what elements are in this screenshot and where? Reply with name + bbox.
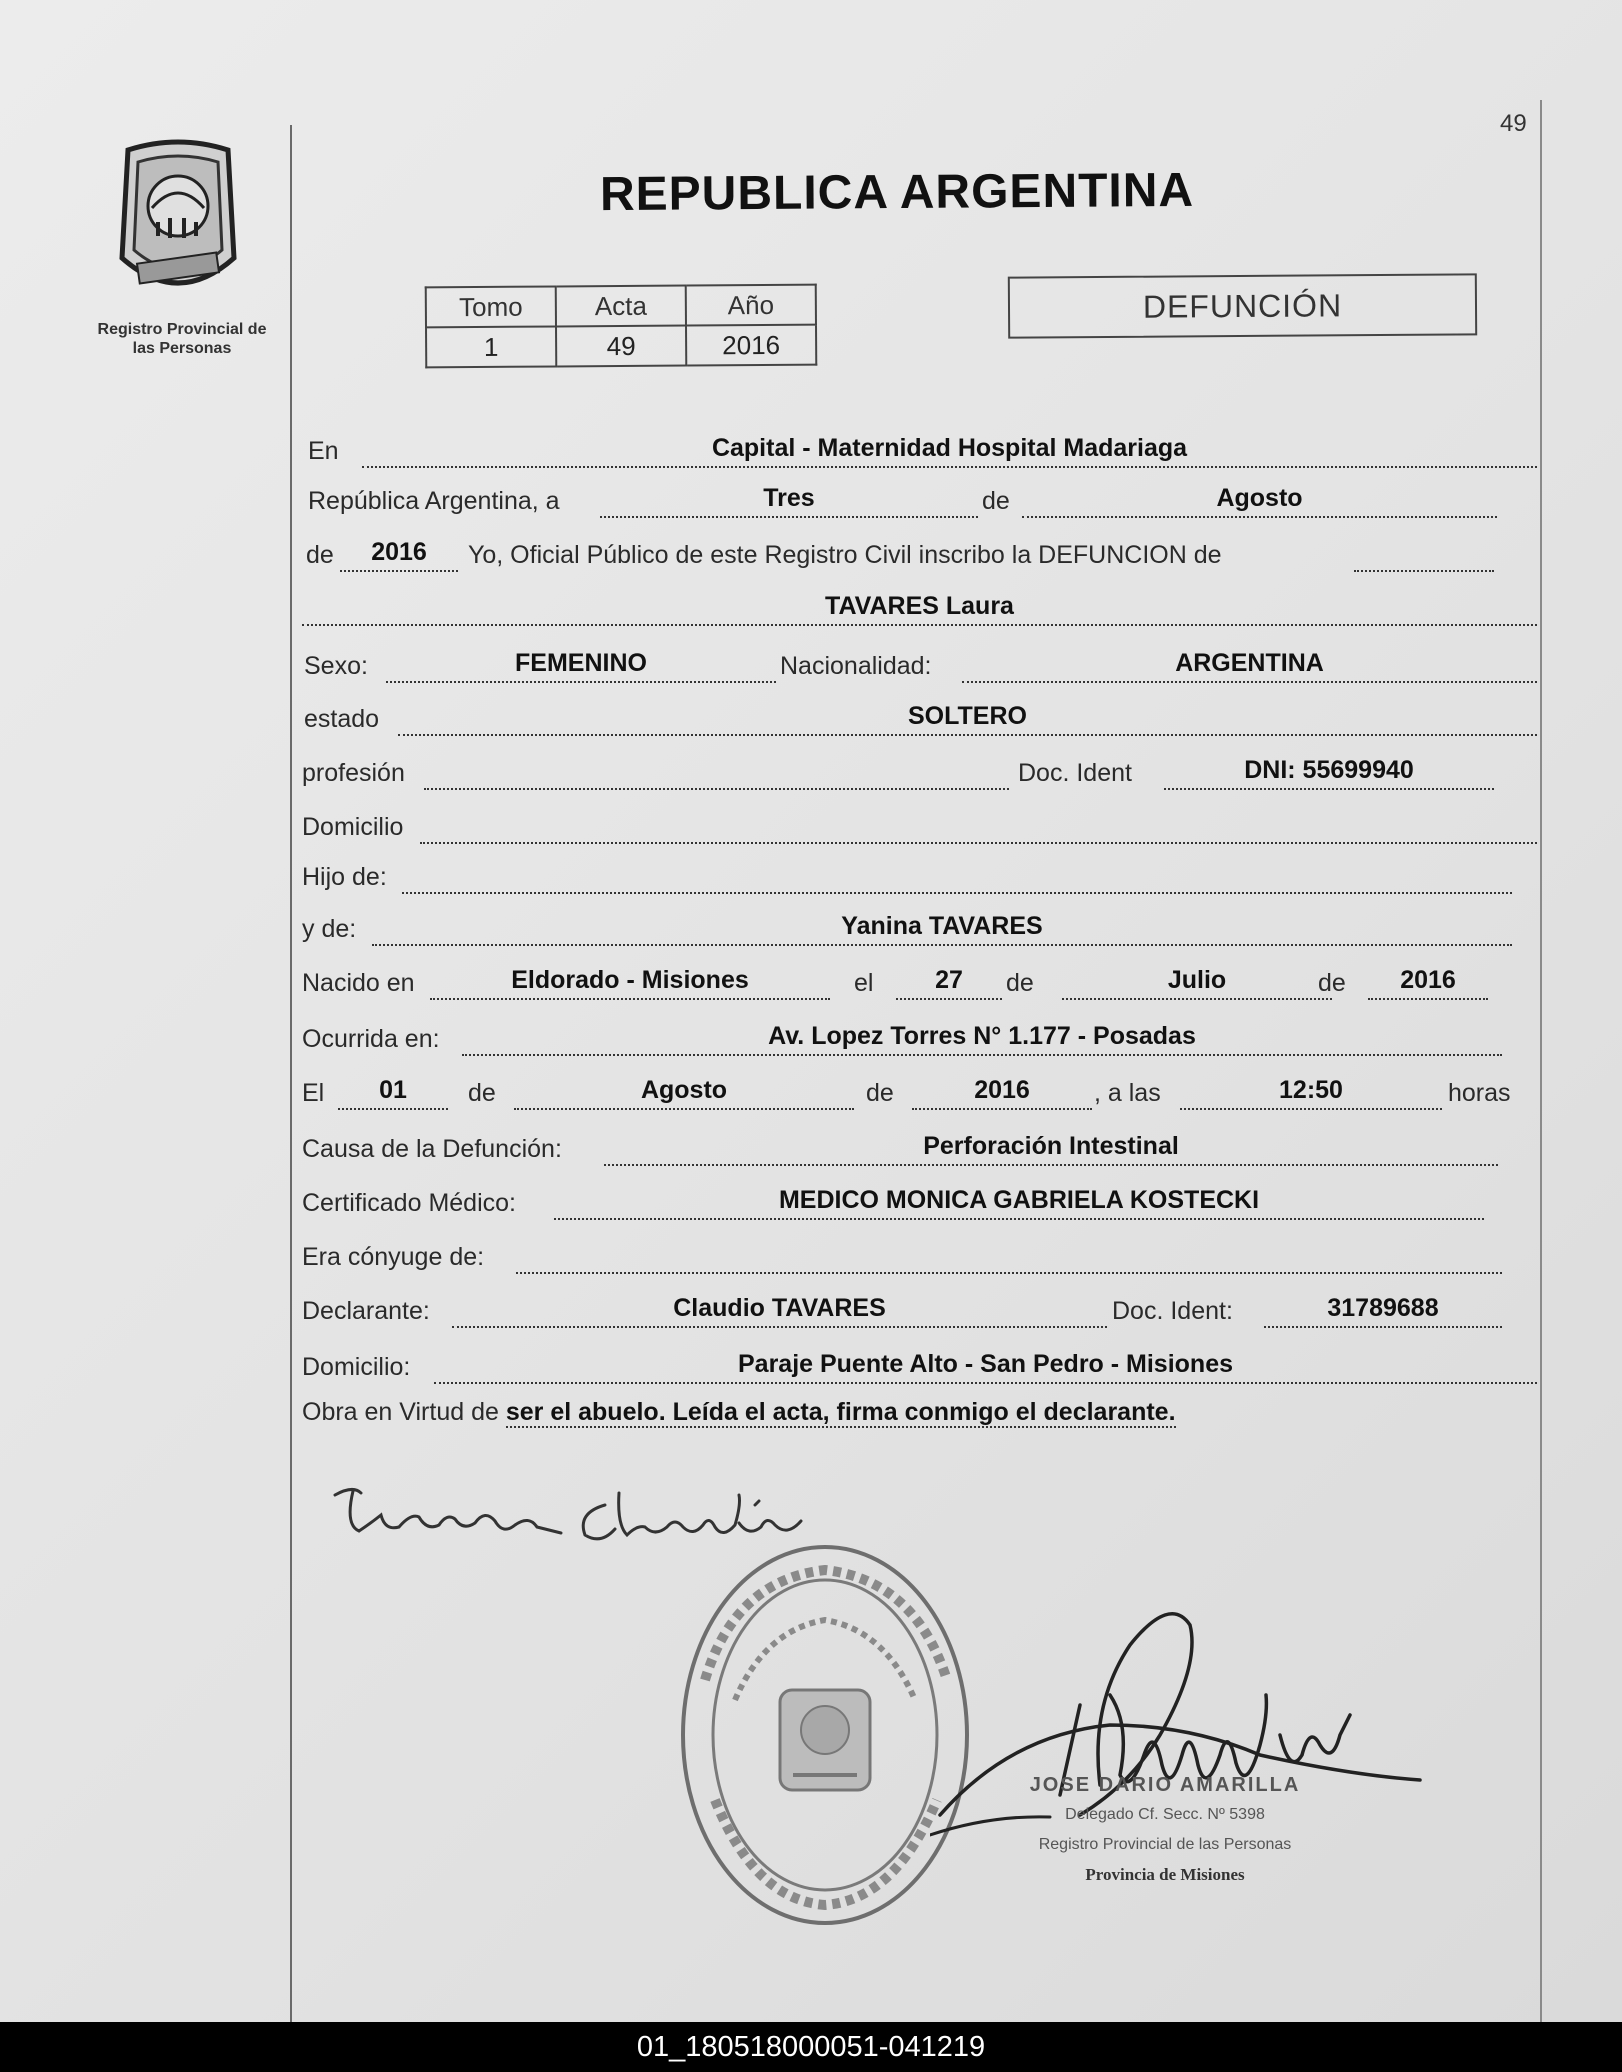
field-death-month: Agosto [514, 1072, 854, 1110]
field-death-year: 2016 [912, 1072, 1092, 1110]
field-year: 2016 [340, 534, 458, 572]
label-declarante: Declarante: [302, 1297, 430, 1325]
label-el: el [854, 969, 874, 997]
field-declarante-dom: Paraje Puente Alto - San Pedro - Misiones [434, 1346, 1537, 1384]
label-domicilio: Domicilio [302, 813, 404, 841]
field-obra: ser el abuelo. Leída el acta, firma conmigo el declarante. [505, 1398, 1176, 1426]
row-cause [302, 1128, 1540, 1168]
row-mother [302, 908, 1540, 948]
field-place: Capital - Maternidad Hospital Madariaga [362, 430, 1537, 468]
field-doc: DNI: 55699940 [1164, 752, 1494, 790]
declaration-line [302, 1398, 1176, 1427]
row-occurred [302, 1018, 1540, 1058]
row-inscription [302, 534, 1540, 574]
label-El: El [302, 1079, 325, 1107]
label-obra: Obra en Virtud de [302, 1398, 499, 1426]
row-father [302, 856, 1540, 896]
field-hijo [402, 856, 1512, 894]
row-declarant [302, 1290, 1540, 1330]
official-name: JOSE DARIO AMARILLA [1029, 1774, 1301, 1796]
field-month: Agosto [1022, 480, 1497, 518]
field-nacionalidad: ARGENTINA [962, 645, 1537, 683]
field-conyuge [516, 1236, 1502, 1274]
document-title: REPUBLICA ARGENTINA [599, 163, 1195, 222]
label-certificado: Certificado Médico: [302, 1189, 516, 1217]
label-sexo: Sexo: [304, 652, 368, 680]
field-yde: Yanina TAVARES [372, 908, 1512, 946]
field-profesion [424, 752, 1009, 790]
field-estado: SOLTERO [398, 698, 1537, 736]
field-ocurrida: Av. Lopez Torres N° 1.177 - Posadas [462, 1018, 1502, 1056]
label-hijo: Hijo de: [302, 863, 387, 891]
left-margin-rule [290, 125, 292, 2022]
label-a-las: , a las [1094, 1079, 1161, 1107]
ref-header-anio: Año [686, 285, 816, 326]
row-civil-status [302, 698, 1540, 738]
label-yde: y de: [302, 915, 357, 943]
right-margin-rule [1540, 100, 1542, 2022]
field-death-day: 01 [338, 1072, 448, 1110]
registry-name [72, 320, 292, 358]
official-province: Provincia de Misiones [1085, 1865, 1245, 1884]
field-declarante-doc: 31789688 [1264, 1290, 1502, 1328]
label-republica: República Argentina, a [308, 487, 560, 515]
label-death-de-2: de [866, 1079, 894, 1107]
row-declarant-address [302, 1346, 1540, 1386]
registry-name-line2: las Personas [132, 340, 232, 357]
official-registry: Registro Provincial de las Personas [1038, 1836, 1292, 1853]
label-declarante-doc: Doc. Ident: [1112, 1297, 1233, 1325]
label-de-year: de [306, 541, 334, 569]
field-birth-day: 27 [896, 962, 1002, 1000]
label-estado: estado [304, 705, 380, 733]
field-birth-place: Eldorado - Misiones [430, 962, 830, 1000]
field-birth-month: Julio [1062, 962, 1332, 1000]
label-ocurrida: Ocurrida en: [302, 1025, 440, 1053]
field-certificado: MEDICO MONICA GABRIELA KOSTECKI [554, 1182, 1484, 1220]
row-birth [302, 962, 1540, 1002]
row-address [302, 806, 1540, 846]
row-deceased-name [302, 588, 1540, 628]
ref-header-tomo: Tomo [426, 286, 556, 327]
row-sex-nationality [302, 645, 1540, 685]
label-birth-de-1: de [1006, 969, 1034, 997]
province-seal-icon [108, 138, 248, 303]
field-causa: Perforación Intestinal [604, 1128, 1498, 1166]
label-nacido: Nacido en [302, 969, 415, 997]
row-profession-doc [302, 752, 1540, 792]
row-certificate [302, 1182, 1540, 1222]
label-nacionalidad: Nacionalidad: [780, 652, 932, 680]
inscription-text: Yo, Oficial Público de este Registro Civil inscribo la DEFUNCION de [468, 541, 1222, 569]
reference-table [425, 284, 818, 369]
ref-value-acta: 49 [556, 326, 686, 367]
ref-value-tomo: 1 [426, 326, 556, 367]
field-inscription-continuation [1354, 534, 1494, 572]
row-spouse [302, 1236, 1540, 1276]
scan-footer-id: 01_180518000051-041219 [0, 2022, 1622, 2072]
row-place [302, 430, 1540, 470]
label-doc: Doc. Ident [1018, 759, 1132, 787]
official-role: Delegado Cf. Secc. Nº 5398 [1065, 1806, 1265, 1823]
label-en: En [308, 437, 339, 465]
official-stamp-block [985, 1770, 1345, 1890]
label-conyuge: Era cónyuge de: [302, 1243, 485, 1271]
label-declarante-dom: Domicilio: [302, 1353, 411, 1381]
document-type-box: DEFUNCIÓN [1008, 273, 1477, 338]
label-causa: Causa de la Defunción: [302, 1135, 562, 1163]
label-de: de [982, 487, 1010, 515]
row-death-datetime [302, 1072, 1540, 1112]
label-birth-de-2: de [1318, 969, 1346, 997]
label-profesion: profesión [302, 759, 405, 787]
field-sexo: FEMENINO [386, 645, 776, 683]
ref-value-anio: 2016 [686, 325, 816, 366]
field-day-words: Tres [600, 480, 978, 518]
ref-header-acta: Acta [556, 286, 686, 327]
field-deceased-name: TAVARES Laura [302, 588, 1537, 626]
page-number: 49 [1500, 110, 1527, 137]
field-domicilio [420, 806, 1537, 844]
field-death-time: 12:50 [1180, 1072, 1442, 1110]
registry-name-line1: Registro Provincial de [97, 321, 267, 338]
label-death-de-1: de [468, 1079, 496, 1107]
label-horas: horas [1448, 1079, 1511, 1107]
field-birth-year: 2016 [1368, 962, 1488, 1000]
field-declarante: Claudio TAVARES [452, 1290, 1107, 1328]
row-date [302, 480, 1540, 520]
